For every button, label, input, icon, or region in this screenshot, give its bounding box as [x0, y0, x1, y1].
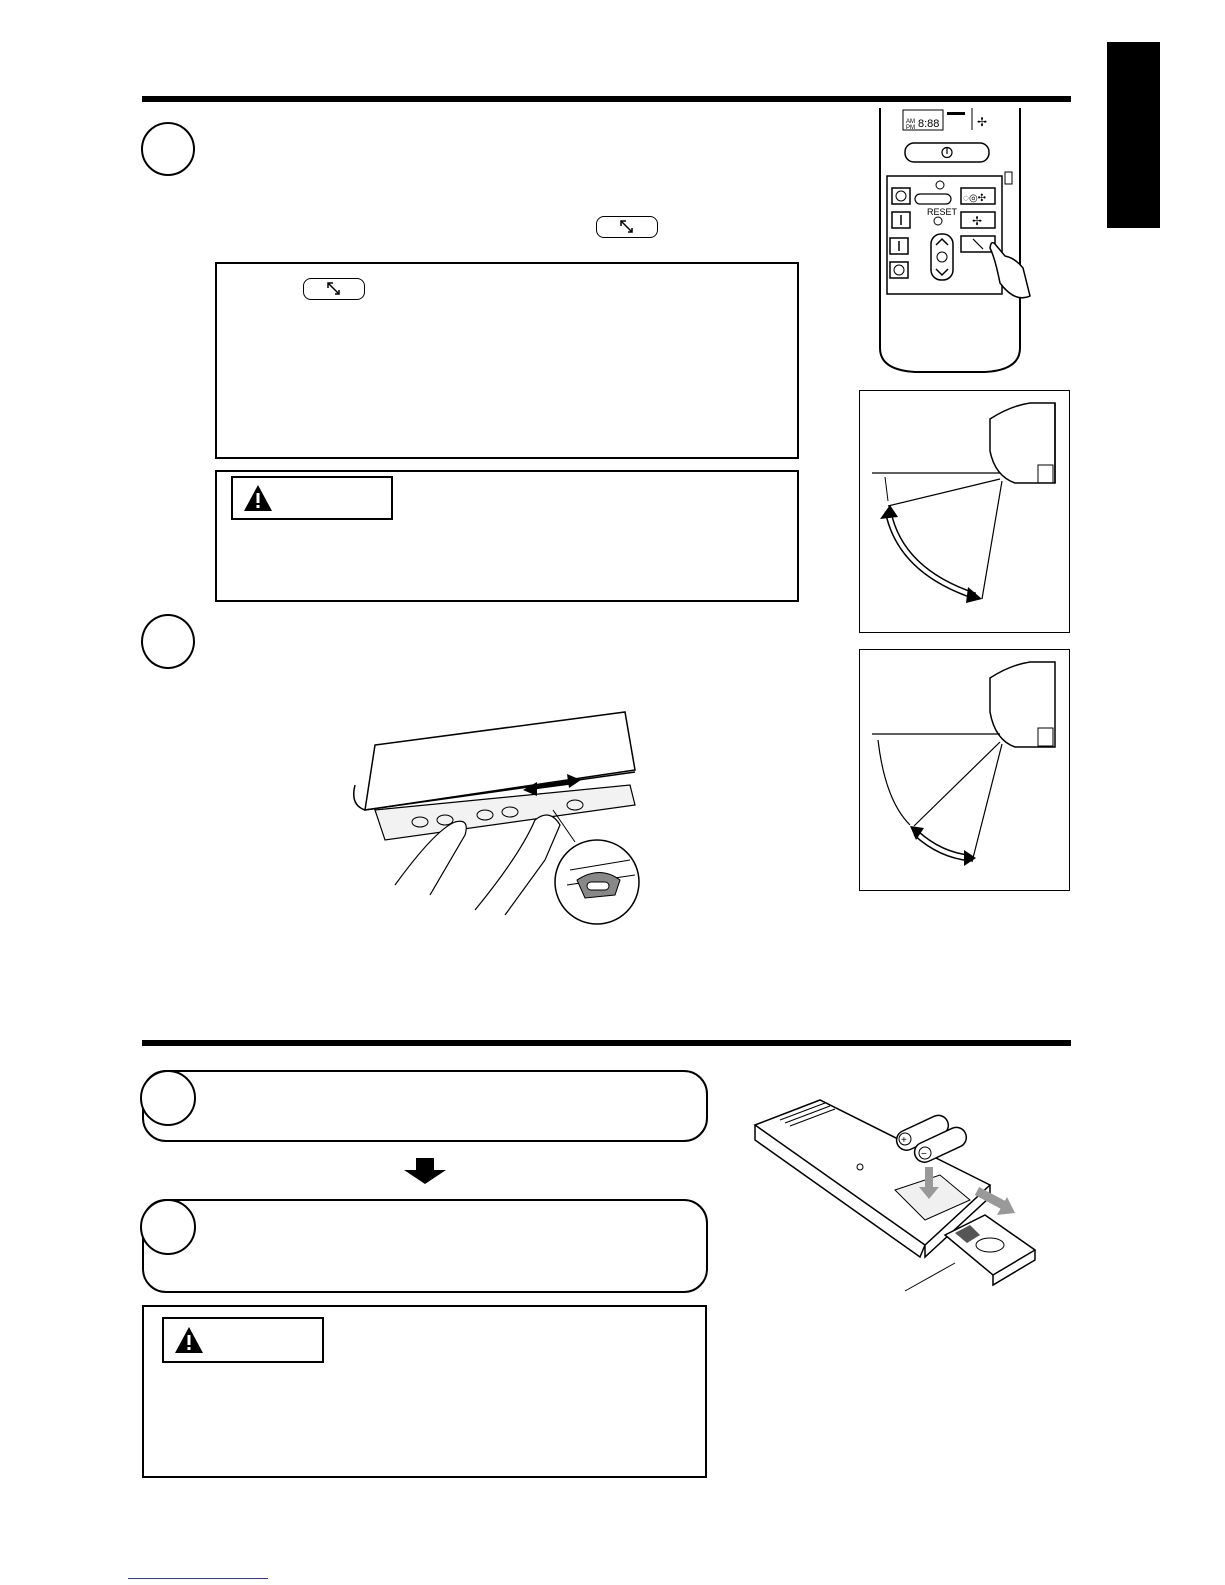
louver-button-inline — [303, 278, 365, 300]
louver-swing-icon — [304, 279, 363, 298]
svg-text:+: + — [901, 1135, 907, 1146]
language-tab — [1107, 42, 1160, 228]
battery-insertion-illustration — [745, 1095, 1045, 1295]
louver-swing-icon — [597, 217, 656, 236]
step-2-circle — [141, 614, 195, 669]
louver-button-illustration — [596, 216, 658, 238]
battery-step-2-circle — [140, 1199, 196, 1255]
fan-button-icon: ✢ — [972, 214, 983, 228]
info-box-louver — [215, 262, 799, 459]
battery-step-1-circle — [140, 1070, 196, 1126]
airflow-diagram-cooling — [859, 390, 1070, 633]
battery-step-1-box — [142, 1070, 708, 1142]
right-hand-drawing — [475, 815, 560, 915]
airflow-diagram-heating — [859, 649, 1070, 891]
step-1-circle — [141, 122, 195, 176]
remote-control-illustration — [875, 108, 1045, 374]
section-rule-bottom — [142, 1040, 1071, 1046]
clock-digits: 8:88 — [918, 118, 940, 130]
footer-link-underline[interactable] — [128, 1578, 268, 1579]
battery-cover — [945, 1215, 1035, 1275]
caution-box-2 — [142, 1305, 707, 1478]
svg-text:−: − — [921, 1149, 927, 1160]
fan-icon-display: ✢ — [977, 115, 988, 129]
reset-label: RESET — [927, 207, 958, 217]
arrow-down-icon — [404, 1158, 446, 1184]
clock-am-label: AM — [906, 119, 915, 125]
caution-label-2 — [162, 1317, 324, 1363]
indoor-unit-louver-illustration — [345, 710, 645, 925]
section-rule-top — [142, 96, 1071, 102]
battery-step-2-box — [142, 1199, 708, 1293]
caution-box-1 — [215, 470, 799, 602]
warning-triangle-icon — [243, 484, 273, 512]
clock-pm-label: PM — [906, 125, 915, 131]
mode-icons: ◌◎✣ — [963, 193, 987, 204]
warning-triangle-icon — [174, 1326, 204, 1354]
caution-label-1 — [231, 476, 393, 520]
